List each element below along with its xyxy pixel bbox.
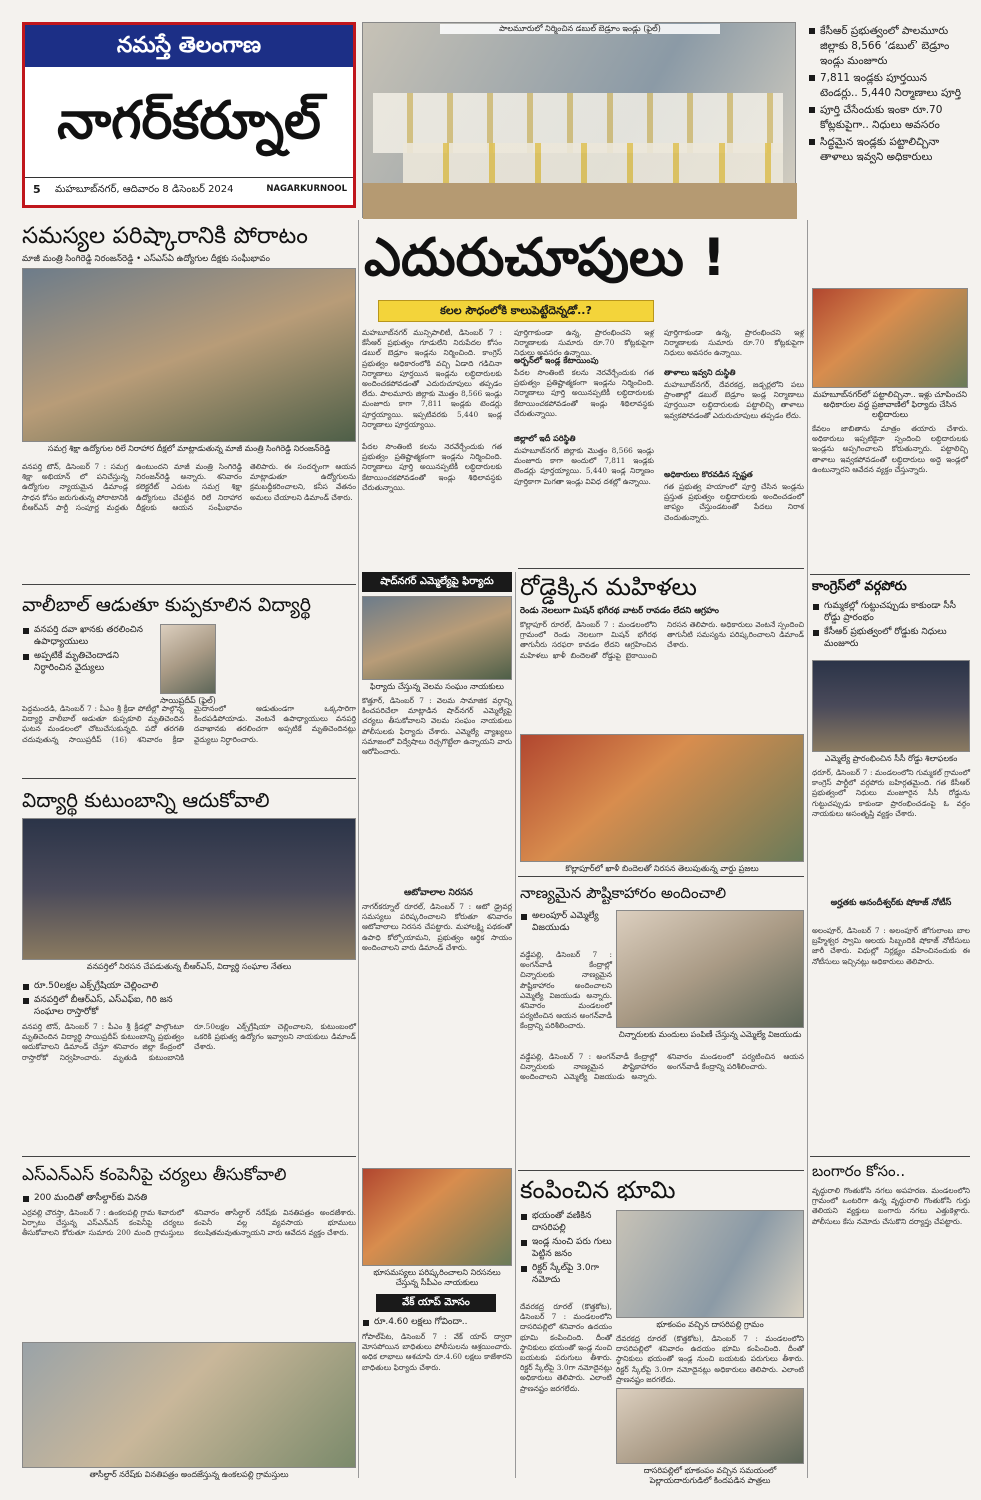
story11-bullet: ఇండ్ల నుంచి పరు గులు పెట్టిన జనం bbox=[520, 1236, 612, 1260]
main-subhead: కలల సౌధంలోకి కాలుపెట్టేదెన్నడో..? bbox=[378, 300, 654, 322]
beneficiaries-photo bbox=[812, 288, 968, 388]
story3-bullet: వనపర్తిలో బీఆర్‌ఎస్, ఎస్‌ఎఫ్‌ఐ, గిరి జన సంఘాల రాస్తారోకో bbox=[22, 994, 192, 1018]
story11-body: దేవరకద్ర రూరల్ (కొత్తకోట), డిసెంబర్ 7 : మండలంలోని దాసరిపల్లిలో శనివారం ఉదయం భూమి కంపించింది. దీంతో స్థానికులు భయంతో ఇండ్ల నుంచి బయటకు పరుగులు తీశారు. రిక్టర్ స్కేల్‌పై 3.0గా నమోదైనట్లు అధికారులు తెలిపారు. ఎలాంటి ప్రాణనష్టం జరగలేదు. bbox=[520, 1302, 612, 1393]
story13-headline: వేక్ యాప్ మోసం bbox=[376, 1294, 496, 1312]
story9-body: అలంపూర్, డిసెంబర్ 7 : అలంపూర్ జోగులాంబ బాల బ్రహ్మేశ్వర స్వామి ఆలయ సిబ్బందికి షోకాజ్ నోటీసులు జారీ చేశారు. విధుల్లో నిర్లక్ష్యం వహించినందుకు ఈ నోటీసులు ఇచ్చినట్లు అధికారులు తెలిపారు. bbox=[812, 926, 970, 966]
main-story-col1b: పేదల సొంతింటి కలను నెరవేర్చేందుకు గత ప్రభుత్వం ప్రతిష్టాత్మకంగా ఇండ్లను నిర్మించింది. నిర్మాణాలు పూర్తి అయినప్పటికీ లబ్ధిదారులకు కేటాయించకపోవడంతో ఇండ్లు శిథిలావస్థకు చేరుతున్నాయి. bbox=[362, 442, 502, 492]
key-points-list bbox=[808, 24, 968, 167]
story5-photo-caption: ఫిర్యాదు చేస్తున్న వెలమ సంఘం నాయకులు bbox=[370, 682, 504, 691]
main-story-sub1: అర్బన్‌లో ఇండ్ల కేటాయింపు bbox=[514, 356, 599, 365]
story1-photo bbox=[22, 268, 356, 442]
story8-photo bbox=[812, 660, 970, 752]
story4-bullets bbox=[22, 1192, 356, 1206]
story8-body: ధరూర్, డిసెంబర్ 7 : మండలంలోని గుమ్మకల్ గ్రామంలో కాంగ్రెస్ పార్టీలో వర్గపోరు బహిర్గతమైంది. గత కేసీఆర్ ప్రభుత్వంలో నిధులు మంజూరైన సీసీ రోడ్డును గుట్టుచప్పుడు కాకుండా ప్రారంభించడంపై ఓ వర్గం నాయకులు అసంతృప్తి వ్యక్తం చేశారు. bbox=[812, 768, 970, 818]
story13-photo bbox=[362, 1168, 512, 1266]
story4-bullet: 200 మందితో తాసీల్దార్‌కు వినతి bbox=[22, 1192, 356, 1204]
masthead-page-no: 5 bbox=[33, 183, 41, 196]
story5-photo bbox=[362, 596, 512, 680]
story11-photo1-caption: భూకంపం వచ్చిన దాసరిపల్లి గ్రామం bbox=[656, 1320, 764, 1329]
story10-headline: నాణ్యమైన పౌష్టికాహారం అందించాలి bbox=[520, 884, 727, 902]
main-headline: ఎదురుచూపులు ! bbox=[364, 228, 726, 288]
main-story-col2a: పూర్తిగాకుండా ఉన్న, ప్రారంభించని ఇళ్ల నిర్మాణాలకు సుమారు రూ.70 కోట్లకుపైగా నిధులు అవసరం ఉన్నాయి. bbox=[514, 328, 654, 358]
story11-bullet: రిక్టర్ స్కేల్‌పై 3.0గా నమోదు bbox=[520, 1262, 612, 1286]
story11-bullet: భయంతో వణికిన దాసరిపల్లి bbox=[520, 1210, 612, 1234]
story3-body: వనపర్తి టౌన్, డిసెంబర్ 7 : పీఎం శ్రీ క్రీడల్లో పాల్గొంటూ మృతిచెందిన విద్యార్థి సాయిప్రదీప్ కుటుంబాన్ని ప్రభుత్వం ఆదుకోవాలని డిమాండ్ చేస్తూ శనివారం జిల్లా కేంద్రంలో రాస్తారోకో నిర్వహించారు. మృతుడి కుటుంబానికి రూ.50లక్షల ఎక్స్‌గ్రేషియా చెల్లించాలని, కుటుంబంలో ఒకరికి ప్రభుత్వ ఉద్యోగం ఇవ్వాలని నాయకులు డిమాండ్ చేశారు. bbox=[22, 1022, 356, 1062]
story3-headline: విద్యార్థి కుటుంబాన్ని ఆదుకోవాలి bbox=[22, 788, 270, 812]
beneficiaries-photo-caption: మహబూబ్‌నగర్‌లో పట్టాలిచ్చినా.. ఇళ్లు చూపించని అధికారుల వద్ద ప్రజావాణిలో ఫిర్యాదు చేసిన లబ్ధిదారులు bbox=[812, 390, 968, 419]
student-photo-caption: సాయిప్రదీప్ (ఫైల్) bbox=[160, 696, 216, 705]
housing-photo-caption: పాలమూరులో నిర్మించిన డబుల్ బెడ్రూం ఇండ్లు (ఫైల్) bbox=[440, 24, 720, 34]
story11-headline: కంపించిన భూమి bbox=[520, 1176, 676, 1204]
story5-headline: షాద్‌నగర్ ఎమ్మెల్యేపై ఫిర్యాదు bbox=[362, 572, 512, 592]
story3-photo-caption: వనపర్తిలో నిరసన చేపడుతున్న బీఆర్‌ఎస్, విద్యార్థి సంఘాల నేతలు bbox=[86, 962, 292, 971]
key-point: సిద్ధమైన ఇండ్లకు పట్టాలిచ్చినా తాళాలు ఇవ్వని అధికారులు bbox=[808, 135, 968, 165]
masthead-brand: నమస్తే తెలంగాణ bbox=[25, 25, 353, 67]
student-photo bbox=[160, 624, 216, 694]
story13-photo-caption: భూసమస్యలు పరిష్కరించాలని నిరసనలు చేస్తున్న సీపీఎం నాయకులు bbox=[373, 1268, 501, 1287]
main-story-col3b: మహబూబ్‌నగర్, దేవరకద్ర, జడ్చర్లలోని పలు ప్రాంతాల్లో డబుల్ బెడ్రూం ఇండ్ల నిర్మాణాలు పూర్తయినా లబ్ధిదారులకు పట్టాలిచ్చి తాళాలు ఇవ్వకపోవడంతో ఎదురుచూపులు తప్పడం లేదు. bbox=[664, 380, 804, 420]
story10-bullets bbox=[520, 910, 610, 936]
story7-strap: రెండు నెలలుగా మిషన్ భగీరథ వాటర్ రావడం లేదని ఆగ్రహం bbox=[520, 606, 719, 616]
story7-photo-caption: కొల్లాపూర్‌లో ఖాళీ బిందెలతో నిరసన తెలుపుతున్న వార్డు ప్రజలు bbox=[565, 864, 759, 873]
story13-body: గోపాల్‌పేట, డిసెంబర్ 7 : వేక్ యాప్ ద్వారా మోసపోయిన బాధితులు పోలీసులను ఆశ్రయించారు. అధిక లాభాలు ఆశచూపి రూ.4.60 లక్షలు కాజేశారని బాధితులు ఫిర్యాదు చేశారు. bbox=[362, 1332, 512, 1372]
main-story-col3a: పూర్తిగాకుండా ఉన్న, ప్రారంభించని ఇళ్ల నిర్మాణాలకు సుమారు రూ.70 కోట్లకుపైగా నిధులు అవసరం ఉన్నాయి. bbox=[664, 328, 804, 358]
story3-photo bbox=[22, 818, 356, 960]
key-point: 7,811 ఇండ్లకు పూర్తయిన టెండర్లు.. 5,440 నిర్మాణాలు పూర్తి bbox=[808, 71, 968, 101]
story3-bullet: రూ.50లక్షల ఎక్స్‌గ్రేషియా చెల్లించాలి bbox=[22, 980, 192, 992]
story7-photo bbox=[520, 734, 804, 862]
story13-bullet: రూ.4.60 లక్షలు గోవిందా.. bbox=[362, 1316, 512, 1328]
story11-photo2 bbox=[616, 1388, 804, 1464]
story7-headline: రోడ్డెక్కిన మహిళలు bbox=[520, 573, 697, 601]
housing-photo bbox=[362, 22, 796, 218]
story2-body: పెద్దమందడి, డిసెంబర్ 7 : పీఎం శ్రీ క్రీడా పోటీల్లో పాల్గొన్న విద్యార్థి వాలీబాల్ ఆడుతూ కుప్పకూలి మృతిచెందిన ఘటన మండలంలో చోటుచేసుకున్నది. పదో తరగతి చదువుతున్న సాయిప్రదీప్ (16) శనివారం క్రీడా మైదానంలో ఆడుతుండగా ఒక్కసారిగా కిందపడిపోయాడు. వెంటనే ఉపాధ్యాయులు వనపర్తి దవాఖానకు తరలించగా అప్పటికే మృతిచెందినట్లు వైద్యులు నిర్ధారించారు. bbox=[22, 704, 356, 744]
story10-photo bbox=[616, 910, 804, 1028]
story4-photo bbox=[22, 1342, 356, 1468]
story2-headline: వాలీబాల్ ఆడుతూ కుప్పకూలిన విద్యార్థి bbox=[22, 594, 312, 616]
story11-photo2-caption: దాసరిపల్లిలో భూకంపం వచ్చిన సమయంలో పెల్లాయదారుగుడిలో కిందపడిన పాత్రలు bbox=[643, 1466, 777, 1485]
story8-bullet: గుమ్మకల్లో గుట్టుచప్పుడు కాకుండా సీసీ రోడ్డు ప్రారంభం bbox=[812, 600, 970, 624]
story11-bullets bbox=[520, 1210, 612, 1288]
main-story-sub4: అధికారులు కొరవడిన స్పష్టత bbox=[664, 470, 753, 479]
main-story-col3c: గత ప్రభుత్వ హయాంలో పూర్తి చేసిన ఇండ్లను ప్రస్తుత ప్రభుత్వం లబ్ధిదారులకు అందించడంలో జాప్యం చేస్తుండటంతో పేదలు నిరాశ చెందుతున్నారు. bbox=[664, 482, 804, 522]
story11-photo1 bbox=[616, 1210, 804, 1318]
key-point: కేసీఆర్ ప్రభుత్వంలో పాలమూరు జిల్లాకు 8,566 ‘డబుల్’ బెడ్రూం ఇండ్లు మంజూరు bbox=[808, 24, 968, 69]
masthead-edition-en: NAGARKURNOOL bbox=[266, 184, 347, 194]
story4-headline: ఎస్‌ఎన్‌ఎస్ కంపెనీపై చర్యలు తీసుకోవాలి bbox=[22, 1165, 287, 1185]
story3-bullets bbox=[22, 980, 192, 1020]
story7-body: కొల్లాపూర్ రూరల్, డిసెంబర్ 7 : మండలంలోని గ్రామంలో రెండు నెలలుగా మిషన్ భగీరథ తాగునీరు సరఫరా కావడం లేదని ఆగ్రహించిన మహిళలు ఖాళీ బిందెలతో రోడ్డుపై బైఠాయించి నిరసన తెలిపారు. అధికారులు వెంటనే స్పందించి తాగునీటి సమస్యను పరిష్కరించాలని డిమాండ్ చేశారు. bbox=[520, 620, 804, 660]
story1-headline: సమస్యల పరిష్కారానికి పోరాటం bbox=[22, 223, 308, 249]
story5-body: కొత్తూర్, డిసెంబర్ 7 : వెలమ సామాజిక వర్గాన్ని కించపరిచేలా మాట్లాడిన షాద్‌నగర్ ఎమ్మెల్యేపై చర్యలు తీసుకోవాలని వెలమ సంఘం నాయకులు పోలీసులకు ఫిర్యాదు చేశారు. ఎమ్మెల్యే వ్యాఖ్యలు సమాజంలో విద్వేషాలు రెచ్చగొట్టేలా ఉన్నాయని వారు ఆరోపించారు. bbox=[362, 696, 512, 757]
story2-bullet: అప్పటికే మృతిచెందాడని నిర్ధారించిన వైద్యులు bbox=[22, 650, 152, 674]
story1-body: వనపర్తి టౌన్, డిసెంబర్ 7 : సమగ్ర శిక్షా అభియాన్ లో పనిచేస్తున్న ఉద్యోగుల న్యాయమైన డిమాండ్ల సాధన కోసం జరుగుతున్న పోరాటానికి బీఆర్‌ఎస్ పార్టీ సంపూర్ణ మద్దతు ఉంటుందని మాజీ మంత్రి సింగిరెడ్డి నిరంజన్‌రెడ్డి అన్నారు. శనివారం కలెక్టరేట్ ఎదుట సమగ్ర శిక్షా ఉద్యోగులు చేపట్టిన రిలే నిరాహార దీక్షలకు ఆయన సంఘీభావం తెలిపారు. ఈ సందర్భంగా ఆయన మాట్లాడుతూ ఉద్యోగులను క్రమబద్ధీకరించాలని, కనీస వేతనం అమలు చేయాలని డిమాండ్ చేశారు. bbox=[22, 462, 356, 512]
story13-bullets bbox=[362, 1316, 512, 1330]
right-body: కేవలం జాబితాను మాత్రం తయారు చేశారు. అధికారులు ఇప్పటికైనా స్పందించి లబ్ధిదారులకు ఇండ్లను అప్పగించాలని కోరుతున్నారు. పట్టాలిచ్చి తాళాలు ఇవ్వకపోవడంతో లబ్ధిదారులు అద్దె ఇండ్లలో ఉంటున్నారని ఆవేదన వ్యక్తం చేస్తున్నారు. bbox=[812, 424, 968, 474]
story10-body: వడ్డేపల్లి, డిసెంబర్ 7 : అంగన్‌వాడీ కేంద్రాల్లో చిన్నారులకు నాణ్యమైన పౌష్టికాహారం అందించాలని ఎమ్మెల్యే విజయుడు అన్నారు. శనివారం మండలంలో పర్యటించిన ఆయన అంగన్‌వాడీ కేంద్రాన్ని పరిశీలించారు. bbox=[520, 950, 612, 1031]
story6-headline: ఆటోవాలాల నిరసన bbox=[404, 888, 473, 898]
story12-body: వృద్ధురాలి గొంతుకోసి నగలు అపహరణ. మండలంలోని గ్రామంలో ఒంటరిగా ఉన్న వృద్ధురాలి గొంతుకోసి గుర్తు తెలియని వ్యక్తులు బంగారు నగలు ఎత్తుకెళ్లారు. పోలీసులు కేసు నమోదు చేసుకొని దర్యాప్తు చేపట్టారు. bbox=[812, 1186, 970, 1226]
story8-photo-caption: ఎమ్మెల్యే ప్రారంభించిన సీసీ రోడ్డు శిలాఫలకం bbox=[824, 754, 958, 763]
story8-bullet: కేసీఆర్ ప్రభుత్వంలో రోడ్డుకు నిధులు మంజూరు bbox=[812, 626, 970, 650]
masthead-dateline: మహబూబ్‌నగర్, ఆదివారం 8 డిసెంబర్ 2024 bbox=[55, 184, 234, 195]
main-story-sub3: తాళాలు ఇవ్వని దుస్థితి bbox=[664, 368, 736, 377]
main-story-sub2: జిల్లాలో ఇదీ పరిస్థితి bbox=[514, 434, 576, 443]
main-story-col2c: మహబూబ్‌నగర్ జిల్లాకు మొత్తం 8,566 ఇండ్లు మంజూరు కాగా అందులో 7,811 ఇండ్లకు టెండర్లు పూర్తయ్యాయి. 5,440 ఇండ్ల నిర్మాణం పూర్తికాగా మిగతా ఇండ్లు వివిధ దశల్లో ఉన్నాయి. bbox=[514, 446, 654, 486]
story1-photo-caption: సమగ్ర శిక్షా ఉద్యోగుల రిలే నిరాహార దీక్షలో మాట్లాడుతున్న మాజీ మంత్రి సింగిరెడ్డి నిరంజన్‌రెడ్డి bbox=[47, 444, 331, 453]
main-story-col1: మహబూబ్‌నగర్ మున్సిపాలిటీ, డిసెంబర్ 7 : కేసీఆర్ ప్రభుత్వం గూడులేని నిరుపేదల కోసం డబుల్ బెడ్రూం ఇండ్లను నిర్మించింది. కాంగ్రెస్ ప్రభుత్వం అధికారంలోకి వచ్చి ఏడాది గడిచినా నిర్మాణాలు పూర్తయిన ఇండ్లను లబ్ధిదారులకు అందించకపోవడంతో ఎదురుచూపులు తప్పడం లేదు. పాలమూరు జిల్లాకు మొత్తం 8,566 ఇండ్లు మంజూరు కాగా 7,811 ఇండ్లకు టెండర్లు పూర్తయ్యాయి. ఇప్పటివరకు 5,440 ఇండ్ల నిర్మాణాలు పూర్తయ్యాయి. bbox=[362, 328, 502, 429]
story10-bullet: అలంపూర్ ఎమ్మెల్యే విజయుడు bbox=[520, 910, 610, 934]
story10-photo-caption: చిన్నారులకు మందులు పంపిణీ చేస్తున్న ఎమ్మెల్యే విజయుడు bbox=[618, 1030, 802, 1039]
masthead bbox=[22, 22, 356, 208]
story4-body: ఎర్రవల్లి చౌరస్తా, డిసెంబర్ 7 : ఉంకలపల్లి గ్రామ శివారులో ఏర్పాటు చేస్తున్న ఎస్‌ఎన్‌ఎస్ కంపెనీపై చర్యలు తీసుకోవాలని కోరుతూ సుమారు 200 మంది గ్రామస్తులు శనివారం తాసీల్దార్ నరేష్‌కు వినతిపత్రం అందజేశారు. కంపెనీ వల్ల వ్యవసాయ భూములు కలుషితమవుతున్నాయని వారు ఆవేదన వ్యక్తం చేశారు. bbox=[22, 1208, 356, 1238]
story9-headline: అర్హతకు ఆనందీశ్వర్‌కు షోకాజ్ నోటీస్ bbox=[830, 898, 952, 908]
story2-bullets bbox=[22, 624, 152, 676]
story8-headline: కాంగ్రెస్‌లో వర్గపోరు bbox=[812, 579, 907, 594]
masthead-edition: నాగర్‌కర్నూల్ bbox=[57, 91, 321, 151]
story4-photo-caption: తాసీల్దార్ నరేష్‌కు వినతిపత్రం అందజేస్తున్న ఉంకలపల్లి గ్రామస్తులు bbox=[89, 1470, 289, 1479]
story8-bullets bbox=[812, 600, 970, 652]
story1-bullets: మాజీ మంత్రి సింగిరెడ్డి నిరంజన్‌రెడ్డి • ఎస్‌ఎస్‌ఏ ఉద్యోగుల దీక్షకు సంఘీభావం bbox=[22, 254, 270, 264]
main-story-col2b: పేదల సొంతింటి కలను నెరవేర్చేందుకు గత ప్రభుత్వం ప్రతిష్టాత్మకంగా ఇండ్లను నిర్మించింది. నిర్మాణాలు పూర్తి అయినప్పటికీ లబ్ధిదారులకు కేటాయించకపోవడంతో ఇండ్లు శిథిలావస్థకు చేరుతున్నాయి. bbox=[514, 368, 654, 418]
story12-headline: బంగారం కోసం.. bbox=[812, 1162, 906, 1180]
story10-body2: వడ్డేపల్లి, డిసెంబర్ 7 : అంగన్‌వాడీ కేంద్రాల్లో చిన్నారులకు నాణ్యమైన పౌష్టికాహారం అందించాలని ఎమ్మెల్యే విజయుడు అన్నారు. శనివారం మండలంలో పర్యటించిన ఆయన అంగన్‌వాడీ కేంద్రాన్ని పరిశీలించారు. bbox=[520, 1052, 804, 1082]
story11-body2: దేవరకద్ర రూరల్ (కొత్తకోట), డిసెంబర్ 7 : మండలంలోని దాసరిపల్లిలో శనివారం ఉదయం భూమి కంపించింది. దీంతో స్థానికులు భయంతో ఇండ్ల నుంచి బయటకు పరుగులు తీశారు. రిక్టర్ స్కేల్‌పై 3.0గా నమోదైనట్లు అధికారులు తెలిపారు. ఎలాంటి ప్రాణనష్టం జరగలేదు. bbox=[616, 1334, 804, 1384]
story2-bullet: వనపర్తి దవా ఖానకు తరలించిన ఉపాధ్యాయులు bbox=[22, 624, 152, 648]
key-point: పూర్తి చేసేందుకు ఇంకా రూ.70 కోట్లకుపైగా.. నిధులు అవసరం bbox=[808, 103, 968, 133]
story6-body: నాగర్‌కర్నూల్ రూరల్, డిసెంబర్ 7 : ఆటో డ్రైవర్ల సమస్యలు పరిష్కరించాలని కోరుతూ శనివారం ఆటోవాలాలు నిరసన చేపట్టారు. మహాలక్ష్మి పథకంతో ఉపాధి కోల్పోయామని, ప్రభుత్వం ఆర్థిక సాయం అందించాలని వారు డిమాండ్ చేశారు. bbox=[362, 902, 512, 952]
